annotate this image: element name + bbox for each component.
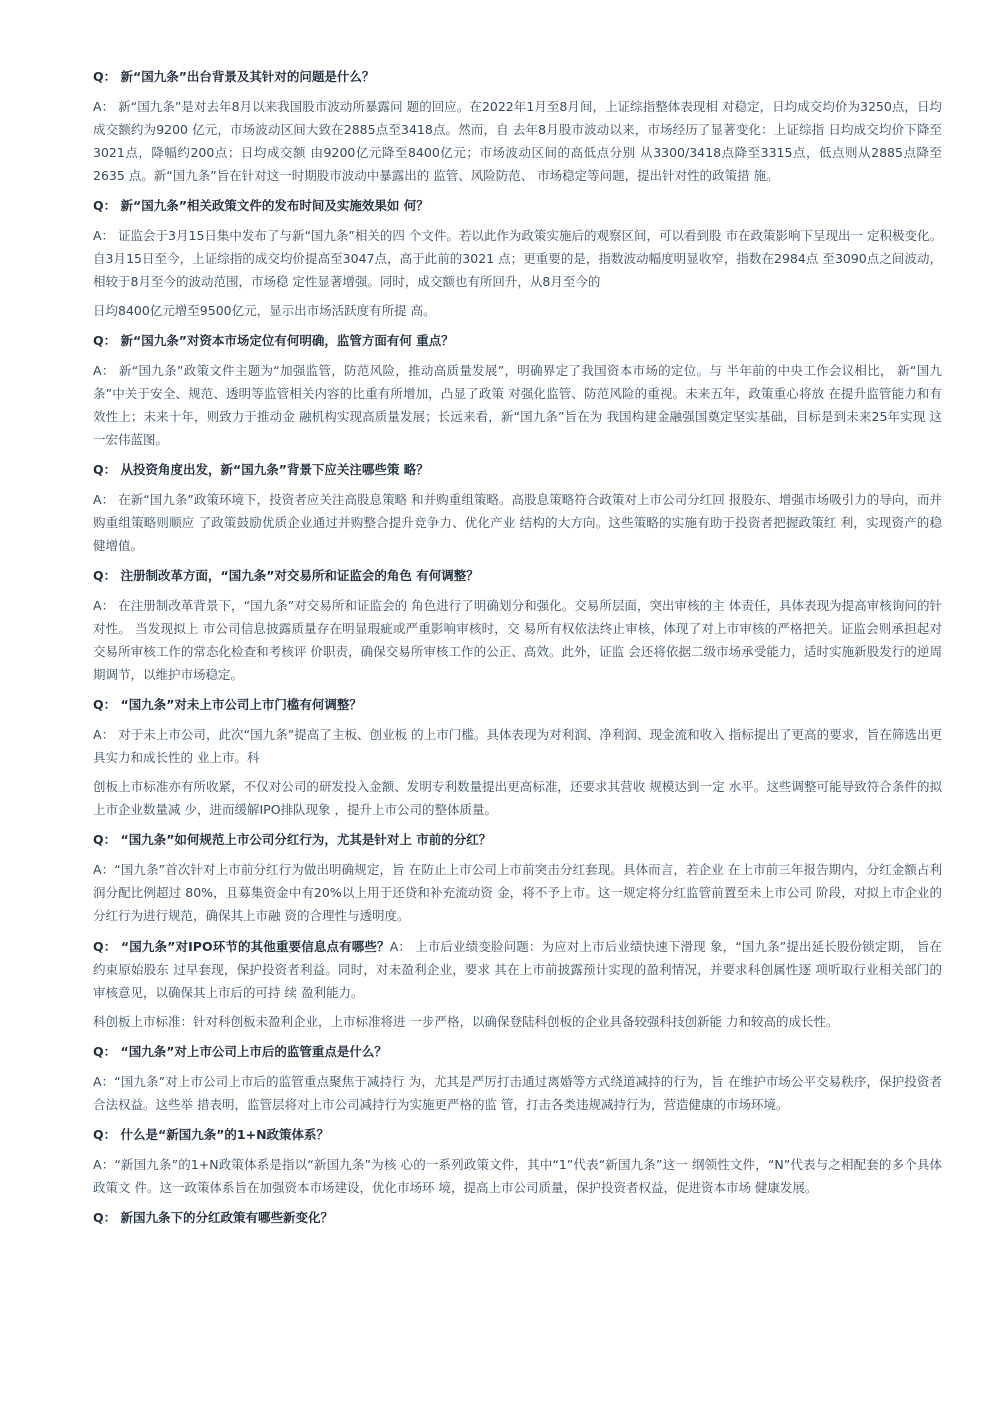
qa-item [93,195,942,322]
qa-item [93,1041,942,1116]
question-heading: Q： 什么是“新国九条”的1+N政策体系？ [93,1127,330,1142]
answer-paragraph: 科创板上市标准：针对科创板未盈利企业，上市标准将进 一步严格，以确保登陆科创板的企业具备较强科技创新能 力和较高的成长性。 [93,1014,839,1029]
qa-item [93,1124,942,1199]
answer-paragraph: A： 对于未上市公司，此次“国九条”提高了主板、创业板 的上市门槛。具体表现为对利润、净利润、现金流和收入 指标提出了更高的要求，旨在筛选出更具实力和成长性的 业上市。科 [93,727,942,765]
answer-paragraph: 创板上市标准亦有所收紧，不仅对公司的研发投入金额、发明专利数量提出更高标准，还要求其营收 规模达到一定 水平。这些调整可能导致符合条件的拟上市企业数量减 少，进而缓解IPO排队现象 ，提升上市公司的整体质量。 [93,779,942,817]
question-heading: Q： “国九条”对上市公司上市后的监管重点是什么？ [93,1044,387,1059]
answer-paragraph: 日均8400亿元增至9500亿元，显示出市场活跃度有所提 高。 [93,303,436,318]
answer-paragraph: A：“新国九条”的1+N政策体系是指以“新国九条”为核 心的一系列政策文件，其中“1”代表“新国九条”这一 纲领性文件，“N”代表与之相配套的多个具体政策文 件。这一政策体系旨在加强资本市场建设，优化市场环 境，提高上市公司质量，保护投资者权益，促进资本市场 健康发展。 [93,1157,942,1195]
qa-item [93,694,942,821]
qa-item [93,459,942,557]
question-heading: Q： “国九条”对未上市公司上市门槛有何调整？ [93,697,362,712]
qa-item [93,330,942,451]
question-heading: Q： 新“国九条”相关政策文件的发布时间及实施效果如 何？ [93,198,429,213]
answer-paragraph: A：“国九条”对上市公司上市后的监管重点聚焦于减持行 为，尤其是严厉打击通过离婚等方式绕道减持的行为，旨 在维护市场公平交易秩序，保护投资者合法权益。这些举 措表明，监管层将对上市公司减持行为实施更严格的监 管，打击各类违规减持行为，营造健康的市场环境。 [93,1074,942,1112]
answer-inline-text: A： 上市后业绩变脸问题：为应对上市后业绩快速下滑现 象，“国九条”提出延长股份锁定期， 旨在约束原始股东 过早套现，保护投资者利益。同时，对未盈利企业，要求 其在上市前披露预计实现的盈利情况，并要求科创属性逐 项听取行业相关部门的审核意见，以确保其上市后的可持 续 盈利能力。 [93,939,942,1000]
answer-paragraph: A： 新“国九条”是对去年8月以来我国股市波动所暴露问 题的回应。在2022年1月至8月间，上证综指整体表现相 对稳定，日均成交均价为3250点，日均成交额约为9200 亿元，市场波动区间大致在2885点至3418点。然而，自 去年8月股市波动以来，市场经历了显著变化：上证综指 日均成交均价下降至3021点，降幅约200点；日均成交额 由9200亿元降至8400亿元；市场波动区间的高低点分别 从3300/3418点降至3315点，低点则从2885点降至2635 点。新“国九条”旨在针对这一时期股市波动中暴露出的 监管、风险防范、 市场稳定等问题，提出针对性的政策措 施。 [93,99,942,183]
question-heading: Q： 新“国九条”对资本市场定位有何明确，监管方面有何 重点？ [93,333,454,348]
qa-item [93,829,942,927]
question-heading: Q： 注册制改革方面，“国九条”对交易所和证监会的角色 有何调整？ [93,568,479,583]
question-heading: Q： “国九条”对IPO环节的其他重要信息点有哪些？ [93,939,390,954]
answer-paragraph: A： 在新“国九条”政策环境下，投资者应关注高股息策略 和并购重组策略。高股息策略符合政策对上市公司分红回 报股东、增强市场吸引力的导向，而并购重组策略则顺应 了政策鼓励优质企业通过并购整合提升竞争力、优化产业 结构的大方向。这些策略的实施有助于投资者把握政策红 利，实现资产的稳健增值。 [93,492,942,553]
answer-paragraph [93,935,942,1004]
qa-item [93,565,942,686]
question-heading: Q： 新国九条下的分红政策有哪些新变化？ [93,1210,333,1225]
qa-item [93,66,942,187]
answer-paragraph: A：“国九条”首次针对上市前分红行为做出明确规定，旨 在防止上市公司上市前突击分红套现。具体而言，若企业 在上市前三年报告期内，分红金额占利润分配比例超过 80%，且募集资金中有20%以上用于还贷和补充流动资 金，将不予上市。这一规定将分红监管前置至未上市公司 阶段，对拟上市企业的分红行为进行规范，确保其上市融 资的合理性与透明度。 [93,862,942,923]
question-heading: Q： “国九条”如何规范上市公司分红行为，尤其是针对上 市前的分红？ [93,832,492,847]
question-heading: Q： 新“国九条”出台背景及其针对的问题是什么？ [93,69,375,84]
qa-item [93,1207,942,1229]
answer-paragraph: A： 在注册制改革背景下，“国九条”对交易所和证监会的 角色进行了明确划分和强化。交易所层面，突出审核的主 体责任，具体表现为提高审核询问的针对性。 当发现拟上 市公司信息披露质量存在明显瑕疵或严重影响审核时，交 易所有权依法终止审核，体现了对上市审核的严格把关。证监会则承担起对交易所审核工作的常态化检查和考核评 价职责，确保交易所审核工作的公正、高效。此外，证监 会还将依据二级市场承受能力，适时实施新股发行的逆周 期调节，以维护市场稳定。 [93,598,942,682]
qa-item [93,935,942,1033]
answer-paragraph: A： 证监会于3月15日集中发布了与新“国九条”相关的四 个文件。若以此作为政策实施后的观察区间，可以看到股 市在政策影响下呈现出一 定积极变化。自3月15日至今，上证综指的成交均价提高至3047点，高于此前的3021 点；更重要的是，指数波动幅度明显收窄，指数在2984点 至3090点之间波动，相较于8月至今的波动范围，市场稳 定性显著增强。同时，成交额也有所回升，从8月至今的 [93,228,942,289]
question-heading: Q： 从投资角度出发，新“国九条”背景下应关注哪些策 略？ [93,462,429,477]
answer-paragraph: A： 新“国九条”政策文件主题为“加强监管，防范风险，推动高质量发展”，明确界定了我国资本市场的定位。与 半年前的中央工作会议相比， 新“国九条”中关于安全、规范、透明等监管相关内容的比重有所增加，凸显了政策 对强化监管、防范风险的重视。未来五年，政策重心将放 在提升监管能力和有效性上；未来十年，则致力于推动金 融机构实现高质量发展；长远来看，新“国九条”旨在为 我国构建金融强国奠定坚实基础，目标是到未来25年实现 这一宏伟蓝图。 [93,363,942,447]
